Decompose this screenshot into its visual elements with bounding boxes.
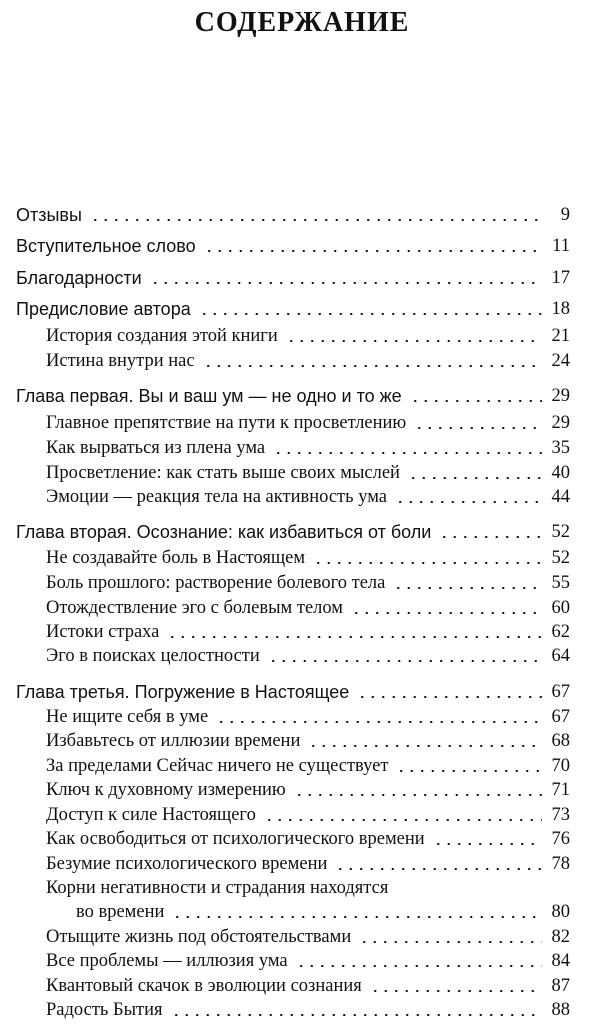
toc-entry-label: Просветление: как стать выше своих мыслей	[46, 463, 400, 483]
toc-entry[interactable]	[16, 294, 570, 320]
dot-leader	[313, 562, 542, 564]
toc-entry-page: 78	[551, 854, 570, 874]
dot-leader	[410, 400, 542, 402]
toc-entry-label: Не создавайте боль в Настоящем	[46, 548, 306, 568]
toc-subentry[interactable]	[46, 408, 570, 434]
toc-entry-page: 9	[560, 205, 570, 225]
toc-subentry[interactable]	[46, 433, 570, 459]
toc-entry-label: Глава третья. Погружение в Настоящее	[16, 682, 350, 702]
toc-entry-label: Все проблемы — иллюзия ума	[46, 951, 288, 971]
dot-leader	[268, 660, 542, 662]
dot-leader	[171, 1014, 542, 1016]
toc-entry[interactable]	[16, 263, 570, 289]
toc-entry-label: Отзывы	[16, 205, 82, 225]
toc-entry-label: Вступительное слово	[16, 236, 196, 256]
toc-entry-page: 71	[551, 780, 570, 800]
toc-chapter[interactable]	[16, 517, 570, 543]
toc-entry-label: Ключ к духовному измерению	[46, 780, 286, 800]
toc-subentry[interactable]	[46, 482, 570, 508]
toc-subentry[interactable]	[46, 849, 570, 875]
toc-entry-page: 18	[551, 299, 570, 319]
toc-entry-page: 88	[551, 1000, 570, 1020]
toc-entry-label: Предисловие автора	[16, 299, 191, 319]
toc-subentry[interactable]	[46, 617, 570, 643]
toc-entry-page: 67	[551, 682, 570, 702]
toc-entry-page: 70	[551, 756, 570, 776]
toc-chapter[interactable]	[16, 677, 570, 703]
toc-subentry[interactable]	[46, 946, 570, 972]
toc-entry-page: 82	[551, 927, 570, 947]
toc-entry-page: 52	[551, 522, 570, 542]
dot-leader	[204, 250, 542, 252]
toc-subentry[interactable]	[46, 800, 570, 826]
toc-entry-page: 55	[551, 573, 570, 593]
dot-leader	[359, 941, 542, 943]
toc-entry-page: 52	[551, 548, 570, 568]
toc-entry-page: 73	[551, 805, 570, 825]
toc-entry-label: Корни негативности и страдания находятся	[46, 878, 389, 898]
toc-entry-label: Глава вторая. Осознание: как избавиться от боли	[16, 522, 432, 542]
toc-entry-label: Истина внутри нас	[46, 351, 195, 371]
dot-leader	[308, 745, 542, 747]
toc-entry-label: Как освободиться от психологического времени	[46, 829, 425, 849]
toc-entry-page: 11	[552, 236, 570, 256]
toc-entry-label: Безумие психологического времени	[46, 854, 328, 874]
dot-leader	[150, 282, 542, 284]
dot-leader	[393, 587, 542, 589]
toc-entry-page: 80	[551, 902, 570, 922]
toc-entry-label: Квантовый скачок в эволюции сознания	[46, 976, 362, 996]
dot-leader	[167, 636, 542, 638]
dot-leader	[199, 313, 542, 315]
toc-entry-label: Доступ к силе Настоящего	[46, 805, 256, 825]
toc-entry-page: 29	[551, 413, 570, 433]
toc-entry-label: Истоки страха	[46, 622, 160, 642]
toc-entry-label: во времени	[76, 902, 165, 922]
toc-subentry[interactable]	[46, 458, 570, 484]
toc-subentry[interactable]	[46, 971, 570, 997]
toc-entry-page: 84	[551, 951, 570, 971]
toc-subentry-line2[interactable]	[76, 897, 570, 923]
toc-entry-label: Как вырваться из плена ума	[46, 438, 266, 458]
toc-entry-page: 40	[551, 463, 570, 483]
dot-leader	[433, 843, 542, 845]
toc-entry-page: 62	[551, 622, 570, 642]
toc-entry-label: За пределами Сейчас ничего не существует	[46, 756, 389, 776]
toc-subentry[interactable]	[46, 995, 570, 1021]
dot-leader	[408, 477, 542, 479]
toc-entry-label: Избавьтесь от иллюзии времени	[46, 731, 301, 751]
toc-entry-label: Отыщите жизнь под обстоятельствами	[46, 927, 352, 947]
toc-entry-label: Благодарности	[16, 268, 142, 288]
toc-entry-label: Отождествление эго с болевым телом	[46, 598, 343, 618]
dot-leader	[395, 501, 542, 503]
toc-entry-page: 24	[551, 351, 570, 371]
toc-entry-label: Глава первая. Вы и ваш ум — не одно и то же	[16, 386, 402, 406]
toc-entry-page: 17	[551, 268, 570, 288]
toc-subentry[interactable]	[46, 824, 570, 850]
toc-entry-page: 44	[551, 487, 570, 507]
toc-subentry[interactable]	[46, 775, 570, 801]
toc-entry-page: 60	[551, 598, 570, 618]
toc-subentry[interactable]	[46, 751, 570, 777]
toc-entry-page: 64	[551, 646, 570, 666]
toc-entry-page: 87	[551, 976, 570, 996]
dot-leader	[172, 916, 542, 918]
dot-leader	[370, 990, 542, 992]
toc-entry-label: Не ищите себя в уме	[46, 707, 209, 727]
toc-subentry[interactable]	[46, 568, 570, 594]
toc-subentry[interactable]	[46, 922, 570, 948]
dot-leader	[335, 868, 542, 870]
toc-subentry[interactable]	[46, 346, 570, 372]
toc-entry-page: 76	[551, 829, 570, 849]
toc-entry-label: Эго в поисках целостности	[46, 646, 260, 666]
toc-subentry[interactable]	[46, 543, 570, 569]
dot-leader	[203, 365, 542, 367]
toc-entry-label: Главное препятствие на пути к просветлению	[46, 413, 407, 433]
toc-entry-label: Эмоции — реакция тела на активность ума	[46, 487, 387, 507]
dot-leader	[439, 536, 542, 538]
dot-leader	[296, 965, 542, 967]
page-title: СОДЕРЖАНИЕ	[194, 7, 410, 38]
toc-entry[interactable]	[16, 200, 570, 226]
dot-leader	[414, 427, 542, 429]
dot-leader	[357, 696, 542, 698]
toc-entry-page: 29	[551, 386, 570, 406]
toc-entry-page: 67	[551, 707, 570, 727]
toc-entry-page: 68	[551, 731, 570, 751]
dot-leader	[396, 770, 542, 772]
toc-subentry[interactable]	[46, 726, 570, 752]
toc-subentry[interactable]	[46, 641, 570, 667]
toc-subentry[interactable]	[46, 321, 570, 347]
dot-leader	[294, 794, 542, 796]
dot-leader	[216, 721, 542, 723]
toc-entry-label: История создания этой книги	[46, 326, 278, 346]
dot-leader	[273, 452, 542, 454]
toc-entry-label: Радость Бытия	[46, 1000, 163, 1020]
toc-entry-page: 35	[551, 438, 570, 458]
dot-leader	[264, 819, 542, 821]
toc-subentry-line1[interactable]	[46, 873, 392, 899]
toc-chapter[interactable]	[16, 381, 570, 407]
toc-entry-label: Боль прошлого: растворение болевого тела	[46, 573, 386, 593]
dot-leader	[286, 340, 542, 342]
toc-entry[interactable]	[16, 231, 570, 257]
toc-subentry[interactable]	[46, 593, 570, 619]
toc-entry-page: 21	[551, 326, 570, 346]
dot-leader	[90, 219, 542, 221]
dot-leader	[351, 612, 542, 614]
toc-subentry[interactable]	[46, 702, 570, 728]
